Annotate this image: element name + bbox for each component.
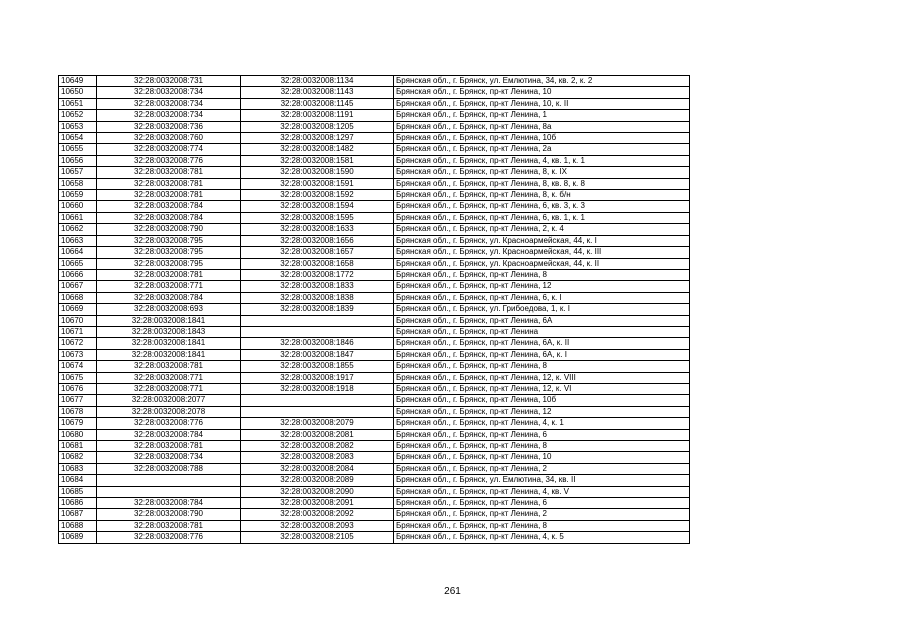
parcel-number-cell: 32:28:0032008:776 (97, 155, 241, 166)
address-cell: Брянская обл., г. Брянск, пр-кт Ленина, 4, кв. V (394, 486, 690, 497)
object-number-cell (241, 315, 394, 326)
row-number-cell: 10664 (59, 247, 97, 258)
table-row (59, 110, 690, 121)
table-row (59, 98, 690, 109)
object-number-cell: 32:28:0032008:1594 (241, 201, 394, 212)
address-cell: Брянская обл., г. Брянск, пр-кт Ленина, 6А, к. II (394, 338, 690, 349)
parcel-number-cell: 32:28:0032008:776 (97, 418, 241, 429)
parcel-number-cell: 32:28:0032008:776 (97, 532, 241, 543)
address-cell: Брянская обл., г. Брянск, пр-кт Ленина, 2а (394, 144, 690, 155)
object-number-cell: 32:28:0032008:1482 (241, 144, 394, 155)
address-cell: Брянская обл., г. Брянск, пр-кт Ленина, 6, к. I (394, 292, 690, 303)
parcel-number-cell (97, 486, 241, 497)
parcel-number-cell: 32:28:0032008:790 (97, 509, 241, 520)
row-number-cell: 10682 (59, 452, 97, 463)
row-number-cell: 10670 (59, 315, 97, 326)
row-number-cell: 10672 (59, 338, 97, 349)
address-cell: Брянская обл., г. Брянск, пр-кт Ленина, 10б (394, 133, 690, 144)
address-cell: Брянская обл., г. Брянск, пр-кт Ленина, 8 (394, 441, 690, 452)
address-cell: Брянская обл., г. Брянск, пр-кт Ленина, 10, к. II (394, 98, 690, 109)
address-cell: Брянская обл., г. Брянск, ул. Грибоедова, 1, к. I (394, 304, 690, 315)
object-number-cell: 32:28:0032008:1591 (241, 178, 394, 189)
row-number-cell: 10684 (59, 475, 97, 486)
parcel-number-cell: 32:28:0032008:734 (97, 98, 241, 109)
table-row (59, 372, 690, 383)
row-number-cell: 10688 (59, 520, 97, 531)
object-number-cell: 32:28:0032008:1191 (241, 110, 394, 121)
object-number-cell (241, 406, 394, 417)
row-number-cell: 10659 (59, 190, 97, 201)
parcel-number-cell: 32:28:0032008:781 (97, 520, 241, 531)
parcel-number-cell: 32:28:0032008:788 (97, 463, 241, 474)
parcel-number-cell: 32:28:0032008:1841 (97, 315, 241, 326)
row-number-cell: 10671 (59, 326, 97, 337)
row-number-cell: 10666 (59, 269, 97, 280)
table-row (59, 292, 690, 303)
address-cell: Брянская обл., г. Брянск, пр-кт Ленина, 6, кв. 3, к. 3 (394, 201, 690, 212)
row-number-cell: 10677 (59, 395, 97, 406)
table-row (59, 201, 690, 212)
object-number-cell: 32:28:0032008:2084 (241, 463, 394, 474)
object-number-cell: 32:28:0032008:2093 (241, 520, 394, 531)
object-number-cell (241, 395, 394, 406)
address-cell: Брянская обл., г. Брянск, пр-кт Ленина, 6, кв. 1, к. 1 (394, 212, 690, 223)
table-row (59, 452, 690, 463)
row-number-cell: 10658 (59, 178, 97, 189)
address-cell: Брянская обл., г. Брянск, ул. Красноармейская, 44, к. III (394, 247, 690, 258)
address-cell: Брянская обл., г. Брянск, пр-кт Ленина, 12 (394, 406, 690, 417)
table-body (59, 76, 690, 544)
address-cell: Брянская обл., г. Брянск, пр-кт Ленина (394, 326, 690, 337)
address-cell: Брянская обл., г. Брянск, ул. Красноармейская, 44, к. I (394, 235, 690, 246)
table-row (59, 144, 690, 155)
parcel-number-cell: 32:28:0032008:771 (97, 372, 241, 383)
parcel-number-cell: 32:28:0032008:784 (97, 498, 241, 509)
parcel-number-cell: 32:28:0032008:2078 (97, 406, 241, 417)
table-row (59, 235, 690, 246)
table-row (59, 247, 690, 258)
row-number-cell: 10653 (59, 121, 97, 132)
address-cell: Брянская обл., г. Брянск, пр-кт Ленина, 4, к. 5 (394, 532, 690, 543)
parcel-number-cell: 32:28:0032008:760 (97, 133, 241, 144)
object-number-cell: 32:28:0032008:2083 (241, 452, 394, 463)
object-number-cell: 32:28:0032008:1656 (241, 235, 394, 246)
table-row (59, 441, 690, 452)
address-cell: Брянская обл., г. Брянск, пр-кт Ленина, 6 (394, 498, 690, 509)
parcel-number-cell: 32:28:0032008:784 (97, 201, 241, 212)
parcel-number-cell: 32:28:0032008:784 (97, 292, 241, 303)
object-number-cell: 32:28:0032008:1658 (241, 258, 394, 269)
table-row (59, 326, 690, 337)
row-number-cell: 10654 (59, 133, 97, 144)
parcel-number-cell: 32:28:0032008:734 (97, 87, 241, 98)
address-cell: Брянская обл., г. Брянск, пр-кт Ленина, 12, к. VIII (394, 372, 690, 383)
table-row (59, 406, 690, 417)
object-number-cell (241, 326, 394, 337)
row-number-cell: 10669 (59, 304, 97, 315)
parcel-number-cell: 32:28:0032008:781 (97, 269, 241, 280)
table-row (59, 167, 690, 178)
parcel-number-cell: 32:28:0032008:1843 (97, 326, 241, 337)
table-row (59, 418, 690, 429)
address-cell: Брянская обл., г. Брянск, пр-кт Ленина, 10б (394, 395, 690, 406)
row-number-cell: 10661 (59, 212, 97, 223)
object-number-cell: 32:28:0032008:2089 (241, 475, 394, 486)
object-number-cell: 32:28:0032008:2090 (241, 486, 394, 497)
address-cell: Брянская обл., г. Брянск, пр-кт Ленина, 8, к. б/н (394, 190, 690, 201)
address-cell: Брянская обл., г. Брянск, пр-кт Ленина, 10 (394, 87, 690, 98)
table-row (59, 509, 690, 520)
table-row (59, 190, 690, 201)
address-cell: Брянская обл., г. Брянск, пр-кт Ленина, 10 (394, 452, 690, 463)
address-cell: Брянская обл., г. Брянск, пр-кт Ленина, 2 (394, 509, 690, 520)
table-row (59, 269, 690, 280)
parcel-number-cell: 32:28:0032008:795 (97, 235, 241, 246)
table-row (59, 383, 690, 394)
object-number-cell: 32:28:0032008:1592 (241, 190, 394, 201)
address-cell: Брянская обл., г. Брянск, пр-кт Ленина, 8 (394, 520, 690, 531)
row-number-cell: 10668 (59, 292, 97, 303)
object-number-cell: 32:28:0032008:2092 (241, 509, 394, 520)
table-row (59, 178, 690, 189)
row-number-cell: 10678 (59, 406, 97, 417)
table-row (59, 395, 690, 406)
object-number-cell: 32:28:0032008:1581 (241, 155, 394, 166)
row-number-cell: 10683 (59, 463, 97, 474)
table-row (59, 429, 690, 440)
object-number-cell: 32:28:0032008:1633 (241, 224, 394, 235)
address-cell: Брянская обл., г. Брянск, пр-кт Ленина, 4, кв. 1, к. 1 (394, 155, 690, 166)
parcel-number-cell: 32:28:0032008:771 (97, 383, 241, 394)
row-number-cell: 10673 (59, 349, 97, 360)
row-number-cell: 10657 (59, 167, 97, 178)
parcel-number-cell: 32:28:0032008:1841 (97, 338, 241, 349)
address-cell: Брянская обл., г. Брянск, пр-кт Ленина, 8, к. IX (394, 167, 690, 178)
table-row (59, 76, 690, 87)
parcel-number-cell: 32:28:0032008:771 (97, 281, 241, 292)
object-number-cell: 32:28:0032008:1833 (241, 281, 394, 292)
object-number-cell: 32:28:0032008:1917 (241, 372, 394, 383)
row-number-cell: 10687 (59, 509, 97, 520)
address-cell: Брянская обл., г. Брянск, пр-кт Ленина, 6А, к. I (394, 349, 690, 360)
address-cell: Брянская обл., г. Брянск, пр-кт Ленина, 8 (394, 361, 690, 372)
parcel-number-cell: 32:28:0032008:774 (97, 144, 241, 155)
table-row (59, 304, 690, 315)
object-number-cell: 32:28:0032008:1590 (241, 167, 394, 178)
parcel-number-cell: 32:28:0032008:693 (97, 304, 241, 315)
address-cell: Брянская обл., г. Брянск, ул. Емлютина, 34, кв. 2, к. 2 (394, 76, 690, 87)
table-row (59, 475, 690, 486)
table-row (59, 258, 690, 269)
address-cell: Брянская обл., г. Брянск, пр-кт Ленина, 8 (394, 269, 690, 280)
table-row (59, 121, 690, 132)
object-number-cell: 32:28:0032008:1145 (241, 98, 394, 109)
cadastral-records-table (58, 75, 690, 544)
row-number-cell: 10662 (59, 224, 97, 235)
parcel-number-cell: 32:28:0032008:795 (97, 258, 241, 269)
parcel-number-cell: 32:28:0032008:731 (97, 76, 241, 87)
table-row (59, 338, 690, 349)
table-row (59, 155, 690, 166)
table-row (59, 87, 690, 98)
row-number-cell: 10652 (59, 110, 97, 121)
object-number-cell: 32:28:0032008:2079 (241, 418, 394, 429)
object-number-cell: 32:28:0032008:2081 (241, 429, 394, 440)
table-row (59, 532, 690, 543)
row-number-cell: 10685 (59, 486, 97, 497)
object-number-cell: 32:28:0032008:1772 (241, 269, 394, 280)
row-number-cell: 10656 (59, 155, 97, 166)
parcel-number-cell: 32:28:0032008:781 (97, 178, 241, 189)
address-cell: Брянская обл., г. Брянск, пр-кт Ленина, 1 (394, 110, 690, 121)
address-cell: Брянская обл., г. Брянск, пр-кт Ленина, 2, к. 4 (394, 224, 690, 235)
row-number-cell: 10651 (59, 98, 97, 109)
parcel-number-cell: 32:28:0032008:1841 (97, 349, 241, 360)
parcel-number-cell: 32:28:0032008:795 (97, 247, 241, 258)
table-row (59, 463, 690, 474)
table-row (59, 498, 690, 509)
row-number-cell: 10649 (59, 76, 97, 87)
table-row (59, 361, 690, 372)
table-row (59, 315, 690, 326)
object-number-cell: 32:28:0032008:1838 (241, 292, 394, 303)
parcel-number-cell: 32:28:0032008:790 (97, 224, 241, 235)
address-cell: Брянская обл., г. Брянск, пр-кт Ленина, 2 (394, 463, 690, 474)
parcel-number-cell: 32:28:0032008:784 (97, 212, 241, 223)
row-number-cell: 10680 (59, 429, 97, 440)
address-cell: Брянская обл., г. Брянск, пр-кт Ленина, 12 (394, 281, 690, 292)
table-row (59, 520, 690, 531)
row-number-cell: 10660 (59, 201, 97, 212)
object-number-cell: 32:28:0032008:1846 (241, 338, 394, 349)
row-number-cell: 10679 (59, 418, 97, 429)
address-cell: Брянская обл., г. Брянск, пр-кт Ленина, 4, к. 1 (394, 418, 690, 429)
page-number: 261 (444, 586, 461, 597)
object-number-cell: 32:28:0032008:1595 (241, 212, 394, 223)
row-number-cell: 10667 (59, 281, 97, 292)
object-number-cell: 32:28:0032008:1855 (241, 361, 394, 372)
object-number-cell: 32:28:0032008:2082 (241, 441, 394, 452)
object-number-cell: 32:28:0032008:1657 (241, 247, 394, 258)
row-number-cell: 10650 (59, 87, 97, 98)
row-number-cell: 10681 (59, 441, 97, 452)
parcel-number-cell: 32:28:0032008:781 (97, 167, 241, 178)
object-number-cell: 32:28:0032008:1205 (241, 121, 394, 132)
object-number-cell: 32:28:0032008:1134 (241, 76, 394, 87)
parcel-number-cell: 32:28:0032008:2077 (97, 395, 241, 406)
parcel-number-cell: 32:28:0032008:784 (97, 429, 241, 440)
parcel-number-cell: 32:28:0032008:734 (97, 110, 241, 121)
row-number-cell: 10686 (59, 498, 97, 509)
parcel-number-cell: 32:28:0032008:781 (97, 190, 241, 201)
parcel-number-cell: 32:28:0032008:734 (97, 452, 241, 463)
object-number-cell: 32:28:0032008:2091 (241, 498, 394, 509)
object-number-cell: 32:28:0032008:1918 (241, 383, 394, 394)
address-cell: Брянская обл., г. Брянск, ул. Емлютина, 34, кв. II (394, 475, 690, 486)
row-number-cell: 10674 (59, 361, 97, 372)
table-row (59, 281, 690, 292)
table-row (59, 486, 690, 497)
row-number-cell: 10676 (59, 383, 97, 394)
address-cell: Брянская обл., г. Брянск, пр-кт Ленина, 6А (394, 315, 690, 326)
row-number-cell: 10689 (59, 532, 97, 543)
table-row (59, 349, 690, 360)
object-number-cell: 32:28:0032008:1297 (241, 133, 394, 144)
object-number-cell: 32:28:0032008:1847 (241, 349, 394, 360)
parcel-number-cell: 32:28:0032008:781 (97, 361, 241, 372)
address-cell: Брянская обл., г. Брянск, пр-кт Ленина, 8, кв. 8, к. 8 (394, 178, 690, 189)
table-row (59, 133, 690, 144)
object-number-cell: 32:28:0032008:1839 (241, 304, 394, 315)
row-number-cell: 10663 (59, 235, 97, 246)
row-number-cell: 10665 (59, 258, 97, 269)
address-cell: Брянская обл., г. Брянск, пр-кт Ленина, 6 (394, 429, 690, 440)
object-number-cell: 32:28:0032008:2105 (241, 532, 394, 543)
table-row (59, 224, 690, 235)
parcel-number-cell: 32:28:0032008:781 (97, 441, 241, 452)
row-number-cell: 10675 (59, 372, 97, 383)
table-row (59, 212, 690, 223)
address-cell: Брянская обл., г. Брянск, пр-кт Ленина, 12, к. VI (394, 383, 690, 394)
object-number-cell: 32:28:0032008:1143 (241, 87, 394, 98)
row-number-cell: 10655 (59, 144, 97, 155)
address-cell: Брянская обл., г. Брянск, пр-кт Ленина, 8а (394, 121, 690, 132)
parcel-number-cell (97, 475, 241, 486)
parcel-number-cell: 32:28:0032008:736 (97, 121, 241, 132)
address-cell: Брянская обл., г. Брянск, ул. Красноармейская, 44, к. II (394, 258, 690, 269)
